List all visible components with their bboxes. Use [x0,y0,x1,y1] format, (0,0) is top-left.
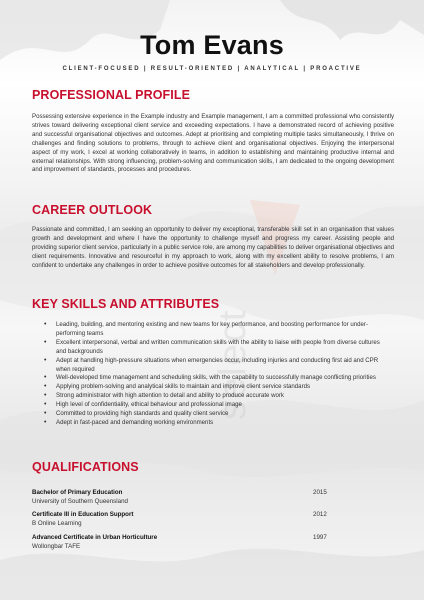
qualification-year: 2012 [313,511,327,518]
bullet-icon: • [44,418,47,426]
skill-text: Adept at handling high-pressure situations when emergencies occur, including injuries and conducting first aid and CPR when required [56,356,379,373]
bullet-icon: • [44,401,47,409]
list-item [44,339,384,357]
profile-heading: PROFESSIONAL PROFILE [32,88,191,102]
list-item [44,383,384,392]
bullet-icon: • [44,321,47,328]
qualification-year: 1997 [313,534,327,541]
bullet-icon: • [44,356,47,364]
qualification-institution: B Online Learning [32,519,82,527]
watermark-text: select [212,308,254,420]
skill-text: Strong administrator with high attention to detail and ability to produce accurate work [56,392,284,400]
qualification-item [32,489,392,506]
bullet-icon: • [44,410,47,418]
skill-text: Excellent interpersonal, verbal and written communication skills with the ability to liaise with people from diverse cultures and backgrounds [56,338,380,355]
list-item [44,392,384,401]
bullet-icon: • [44,338,47,346]
qualification-item [32,534,392,551]
tagline: CLIENT-FOCUSED | RESULT-ORIENTED | ANALYTICAL | PROACTIVE [62,66,362,72]
list-item [44,357,384,375]
outlook-text: Passionate and committed, I am seeking an opportunity to deliver my exceptional, transferable skill set in an organisation that values growth and development and where I have the opportunity to challenge myself and progress my career. Assisting people and providing superior client service, particularly in a public service role, are among my capabilities to deliver organisational objectives and client requirements. Innovative and resourceful in my approach to work, along with my excellent ability to resolve problems, I am confident to undertake any challenges in order to achieve positive outcomes for all stakeholders and develop professionally. [32,226,394,269]
list-item [44,321,384,339]
bullet-icon: • [44,383,47,391]
qualification-institution: Wollongbar TAFE [32,542,81,550]
qualification-title: Certificate III in Education Support [32,511,134,518]
candidate-name: Tom Evans [140,30,284,60]
skills-list [44,321,384,428]
skill-text: Leading, building, and mentoring existing and new teams for key performance, and boosting performance for under-performing teams [56,321,368,337]
skill-text: High level of confidentiality, ethical behaviour and professional image [56,401,242,409]
skills-heading: KEY SKILLS AND ATTRIBUTES [32,297,220,311]
profile-text: Possessing extensive experience in the Example industry and Example management, I am a committed professional who consistently strives toward delivering exceptional client service and exceeding expectations. I have a demonstrated record of achieving positive and successful organisational objectives and outcomes. Adept at prioritising and completing multiple tasks simultaneously, I thrive on challenges and finding solutions to problems, through to achieve client and organisational objectives. Enjoying the interpersonal aspect of my work, I excel at working collaboratively in teams, in addition to establishing and maintaining productive internal and external relationships. With strong influencing, problem-solving and communication skills, I am dedicated to the ongoing development and improvement of standards, processes and procedures. [32,113,394,174]
qualification-title: Bachelor of Primary Education [32,489,123,496]
qualification-title: Advanced Certificate in Urban Horticulture [32,534,158,541]
bullet-icon: • [44,392,47,400]
outlook-heading: CAREER OUTLOOK [32,203,153,217]
skill-text: Committed to providing high standards and quality client service [56,410,229,418]
skill-text: Applying problem-solving and analytical skills to maintain and improve client service standards [56,383,311,391]
list-item [44,419,384,428]
list-item [44,410,384,419]
qualification-year: 2015 [313,489,327,496]
list-item [44,401,384,410]
bullet-icon: • [44,374,47,382]
qualification-institution: University of Southern Queensland [32,497,128,505]
qualifications-heading: QUALIFICATIONS [32,460,139,474]
skill-text: Adept in fast-paced and demanding working environments [56,418,214,426]
list-item [44,374,384,383]
skill-text: Well-developed time management and scheduling skills, with the capability to successfully manage conflicting priorities [56,374,376,382]
qualification-item [32,511,392,528]
